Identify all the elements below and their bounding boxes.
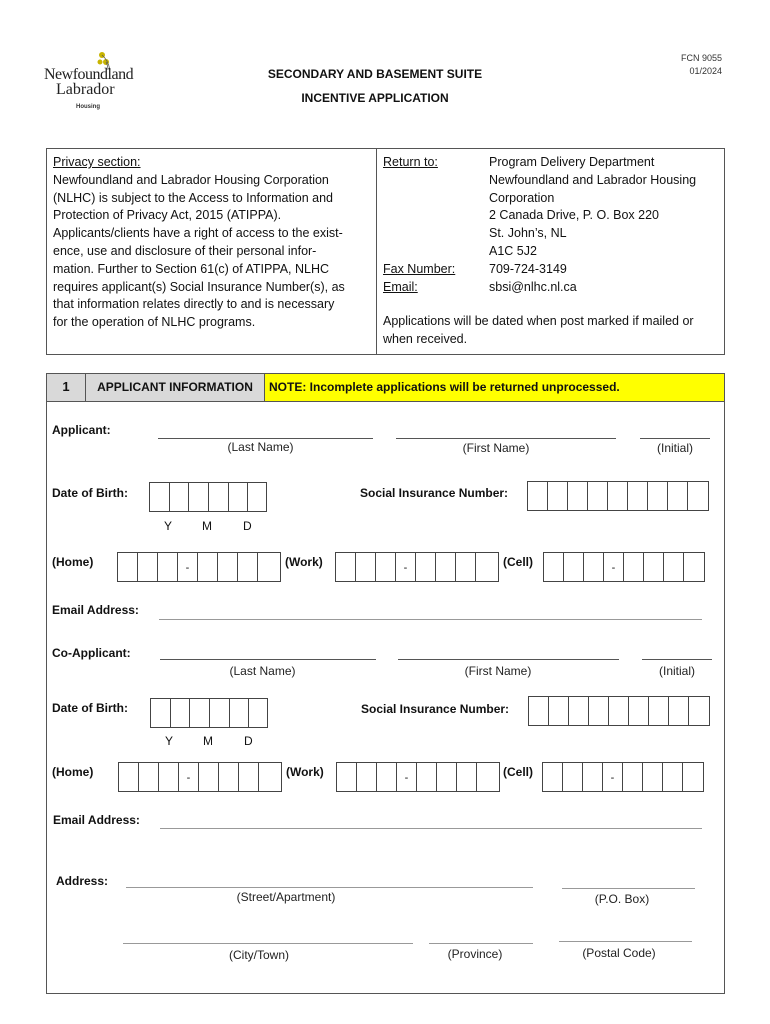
privacy-line: for the operation of NLHC programs. — [53, 315, 256, 330]
month-caption: M — [203, 734, 213, 748]
digit-box[interactable] — [437, 763, 457, 791]
digit-box[interactable] — [337, 763, 357, 791]
digit-box[interactable] — [336, 553, 356, 581]
first-name-caption: (First Name) — [464, 664, 532, 678]
digit-box[interactable] — [569, 697, 589, 725]
applicant-home-phone-boxes[interactable] — [117, 552, 281, 582]
privacy-line: mation. Further to Section 61(c) of ATIPPA, NLHC — [53, 261, 330, 276]
co-applicant-dob-boxes[interactable] — [150, 698, 268, 728]
digit-box[interactable] — [248, 483, 266, 511]
address-line: A1C 5J2 — [489, 243, 537, 258]
digit-box[interactable] — [356, 553, 376, 581]
address-line: Program Delivery Department — [489, 155, 655, 169]
digit-box[interactable] — [170, 483, 190, 511]
return-to-label: Return to: — [383, 155, 438, 169]
home-phone-label: (Home) — [52, 555, 94, 569]
logo-text-newfoundland: Newfoundland — [44, 66, 134, 83]
digit-box[interactable] — [583, 763, 603, 791]
digit-box[interactable] — [139, 763, 159, 791]
section-title: APPLICANT INFORMATION — [86, 374, 265, 401]
email-address-label: Email Address: — [53, 813, 140, 827]
digit-box[interactable] — [118, 553, 138, 581]
digit-box[interactable] — [151, 699, 171, 727]
co-applicant-label: Co-Applicant: — [52, 646, 131, 660]
address-line: Corporation — [489, 190, 555, 205]
po-box-field[interactable] — [562, 888, 695, 889]
incomplete-note: NOTE: Incomplete applications will be returned unprocessed. — [265, 374, 724, 401]
applicant-initial-field[interactable] — [640, 438, 710, 439]
digit-box[interactable] — [138, 553, 158, 581]
logo-text-labrador: Labrador — [56, 81, 115, 98]
co-applicant-email-field[interactable] — [160, 828, 702, 829]
province-caption: (Province) — [447, 947, 503, 961]
nlhc-logo — [44, 48, 140, 118]
digit-box[interactable] — [688, 482, 708, 510]
privacy-section — [46, 148, 377, 355]
year-caption: Y — [165, 734, 174, 748]
digit-box[interactable] — [624, 553, 644, 581]
digit-box[interactable] — [158, 553, 178, 581]
email-address-label: Email Address: — [52, 603, 139, 617]
province-field[interactable] — [429, 943, 533, 944]
digit-box[interactable]: - — [396, 553, 416, 581]
digit-box[interactable] — [568, 482, 588, 510]
street-caption: (Street/Apartment) — [236, 890, 336, 904]
last-name-caption: (Last Name) — [229, 664, 296, 678]
digit-box[interactable] — [623, 763, 643, 791]
digit-box[interactable] — [229, 483, 249, 511]
digit-box[interactable] — [644, 553, 664, 581]
digit-box[interactable] — [189, 483, 209, 511]
address-line: St. John’s, NL — [489, 226, 567, 241]
logo-text-housing: Housing — [76, 104, 100, 110]
first-name-caption: (First Name) — [462, 441, 530, 455]
cell-phone-label: (Cell) — [503, 765, 533, 779]
form-title-line1: SECONDARY AND BASEMENT SUITE — [267, 67, 483, 81]
digit-box[interactable] — [258, 553, 278, 581]
month-caption: M — [202, 519, 212, 533]
work-phone-label: (Work) — [286, 765, 324, 779]
initial-caption: (Initial) — [656, 441, 693, 455]
email-link[interactable]: sbsi@nlhc.nl.ca — [489, 279, 577, 294]
digit-box[interactable]: - — [397, 763, 417, 791]
digit-box[interactable] — [239, 763, 259, 791]
digit-box[interactable] — [529, 697, 549, 725]
form-code-block — [681, 52, 722, 78]
digit-box[interactable] — [219, 763, 239, 791]
digit-box[interactable] — [357, 763, 377, 791]
postal-code-field[interactable] — [559, 941, 692, 942]
city-caption: (City/Town) — [228, 948, 289, 962]
digit-box[interactable] — [456, 553, 476, 581]
digit-box[interactable]: - — [604, 553, 624, 581]
digit-box[interactable] — [543, 763, 563, 791]
postal-code-caption: (Postal Code) — [582, 946, 656, 960]
form-code: FCN 9055 — [680, 53, 722, 63]
digit-box[interactable] — [649, 697, 669, 725]
return-to-section — [376, 148, 725, 355]
digit-box[interactable] — [150, 483, 170, 511]
digit-box[interactable] — [684, 553, 704, 581]
applicant-email-field[interactable] — [159, 619, 702, 620]
digit-box[interactable] — [218, 553, 238, 581]
digit-box[interactable] — [643, 763, 663, 791]
privacy-line: Applicants/clients have a right of access to the exist- — [53, 226, 343, 241]
dob-label: Date of Birth: — [52, 701, 128, 715]
digit-box[interactable] — [159, 763, 179, 791]
digit-box[interactable] — [198, 553, 218, 581]
cell-phone-label: (Cell) — [503, 555, 533, 569]
form-title-line2: INCENTIVE APPLICATION — [301, 91, 449, 105]
digit-box[interactable] — [563, 763, 583, 791]
digit-box[interactable] — [190, 699, 210, 727]
digit-box[interactable] — [457, 763, 477, 791]
form-date: 01/2024 — [689, 66, 722, 76]
digit-box[interactable] — [608, 482, 628, 510]
digit-box[interactable] — [199, 763, 219, 791]
address-label: Address: — [56, 874, 109, 888]
digit-box[interactable] — [436, 553, 456, 581]
digit-box[interactable] — [588, 482, 608, 510]
digit-box[interactable]: - — [603, 763, 623, 791]
privacy-line: (NLHC) is subject to the Access to Information and — [53, 190, 333, 205]
work-phone-label: (Work) — [285, 555, 323, 569]
co-applicant-home-phone-boxes[interactable] — [118, 762, 282, 792]
address-line: 2 Canada Drive, P. O. Box 220 — [489, 208, 660, 223]
digit-box[interactable] — [230, 699, 250, 727]
address-line: Newfoundland and Labrador Housing — [489, 172, 697, 187]
applicant-dob-boxes[interactable] — [149, 482, 267, 512]
digit-box[interactable] — [629, 697, 649, 725]
digit-box[interactable] — [628, 482, 648, 510]
digit-box[interactable] — [544, 553, 564, 581]
applicant-first-name-field[interactable] — [396, 438, 616, 439]
home-phone-label: (Home) — [52, 765, 94, 779]
digit-box[interactable] — [210, 699, 230, 727]
digit-box[interactable] — [249, 699, 267, 727]
applicant-last-name-field[interactable] — [158, 438, 373, 439]
digit-box[interactable] — [564, 553, 584, 581]
digit-box[interactable] — [663, 763, 683, 791]
digit-box[interactable] — [584, 553, 604, 581]
co-applicant-first-name-field[interactable] — [398, 659, 619, 660]
digit-box[interactable] — [417, 763, 437, 791]
po-box-caption: (P.O. Box) — [594, 892, 650, 906]
email-label: Email: — [383, 279, 418, 294]
city-field[interactable] — [123, 943, 413, 944]
sin-label: Social Insurance Number: — [361, 702, 510, 716]
digit-box[interactable] — [528, 482, 548, 510]
applicant-work-phone-boxes[interactable] — [335, 552, 499, 582]
digit-box[interactable] — [589, 697, 609, 725]
digit-box[interactable] — [689, 697, 709, 725]
digit-box[interactable] — [209, 483, 229, 511]
section-number: 1 — [47, 374, 86, 401]
digit-box[interactable] — [377, 763, 397, 791]
fax-number: 709-724-3149 — [489, 261, 567, 276]
digit-box[interactable] — [238, 553, 258, 581]
year-caption: Y — [164, 519, 173, 533]
digit-box[interactable] — [477, 763, 497, 791]
digit-box[interactable] — [668, 482, 688, 510]
privacy-line: that information relates directly to and is necessary — [53, 297, 335, 312]
digit-box[interactable] — [476, 553, 496, 581]
digit-box[interactable] — [664, 553, 684, 581]
co-applicant-cell-phone-boxes[interactable] — [542, 762, 704, 792]
digit-box[interactable] — [416, 553, 436, 581]
co-applicant-sin-boxes[interactable] — [528, 696, 710, 726]
digit-box[interactable] — [549, 697, 569, 725]
co-applicant-work-phone-boxes[interactable] — [336, 762, 500, 792]
digit-box[interactable] — [119, 763, 139, 791]
day-caption: D — [244, 734, 253, 748]
initial-caption: (Initial) — [658, 664, 695, 678]
privacy-line: Protection of Privacy Act, 2015 (ATIPPA). — [53, 208, 282, 223]
digit-box[interactable] — [171, 699, 191, 727]
privacy-line: ence, use and disclosure of their personal infor- — [53, 243, 317, 258]
privacy-line: Newfoundland and Labrador Housing Corporation — [53, 172, 329, 187]
applicant-label: Applicant: — [52, 423, 111, 437]
digit-box[interactable] — [609, 697, 629, 725]
street-field[interactable] — [126, 887, 533, 888]
privacy-line: requires applicant(s) Social Insurance Number(s), as — [53, 279, 345, 294]
digit-box[interactable] — [259, 763, 279, 791]
applicant-sin-boxes[interactable] — [527, 481, 709, 511]
co-applicant-last-name-field[interactable] — [160, 659, 376, 660]
privacy-heading: Privacy section: — [53, 155, 141, 169]
applicant-cell-phone-boxes[interactable] — [543, 552, 705, 582]
digit-box[interactable] — [376, 553, 396, 581]
co-applicant-initial-field[interactable] — [642, 659, 712, 660]
last-name-caption: (Last Name) — [227, 440, 294, 454]
digit-box[interactable]: - — [178, 553, 198, 581]
digit-box[interactable] — [548, 482, 568, 510]
dob-label: Date of Birth: — [52, 486, 128, 500]
digit-box[interactable] — [648, 482, 668, 510]
digit-box[interactable] — [669, 697, 689, 725]
digit-box[interactable] — [683, 763, 703, 791]
digit-box[interactable]: - — [179, 763, 199, 791]
sin-label: Social Insurance Number: — [360, 486, 509, 500]
day-caption: D — [243, 519, 252, 533]
fax-label: Fax Number: — [383, 261, 456, 276]
application-dating-note: Applications will be dated when post marked if mailed or when received. — [383, 314, 694, 347]
section-header — [46, 373, 725, 402]
